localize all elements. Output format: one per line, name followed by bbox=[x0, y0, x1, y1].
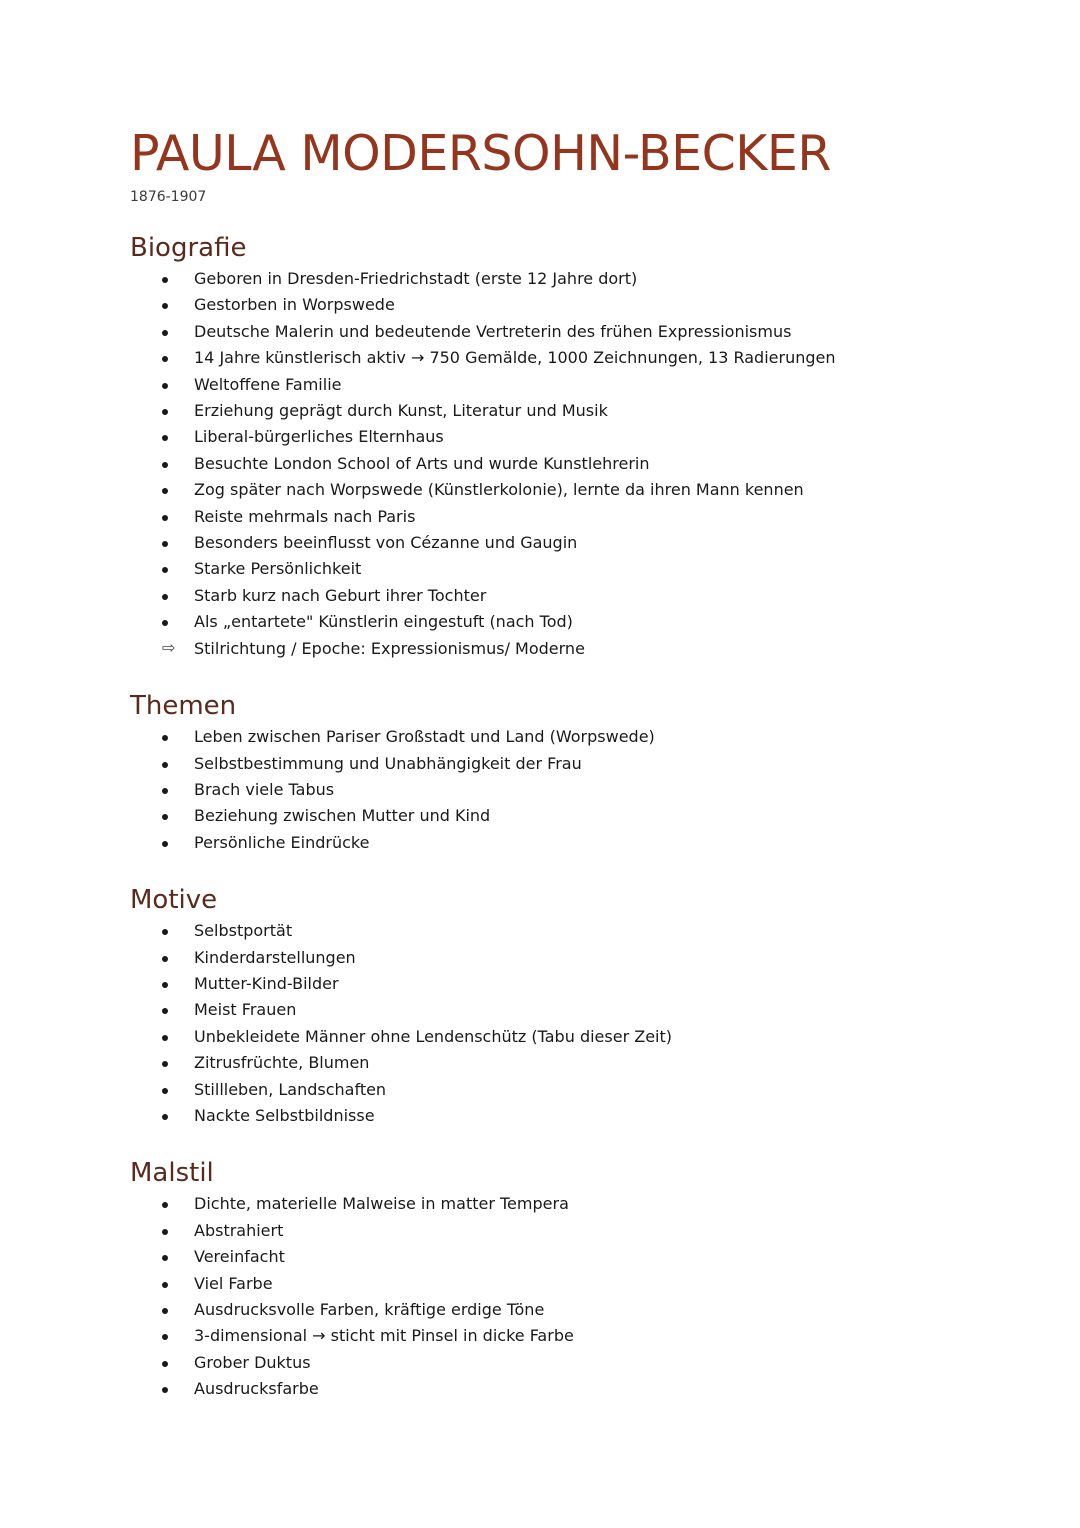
section-heading-motive: Motive bbox=[130, 885, 218, 916]
list-item bbox=[130, 530, 1010, 556]
bullet-icon bbox=[162, 1008, 168, 1014]
list-item bbox=[130, 945, 1010, 971]
list-item-text: Weltoffene Familie bbox=[194, 374, 342, 394]
bullet-icon bbox=[162, 788, 168, 794]
list-item bbox=[130, 971, 1010, 997]
list-item-text: Ausdrucksvolle Farben, kräftige erdige Töne bbox=[194, 1300, 545, 1319]
list-item bbox=[130, 918, 1010, 944]
list-item bbox=[130, 292, 1010, 318]
list-item bbox=[130, 266, 1010, 292]
bullet-icon bbox=[162, 814, 168, 820]
list-item-text: Zitrusfrüchte, Blumen bbox=[194, 1053, 370, 1073]
list-item bbox=[130, 583, 1010, 609]
list-item bbox=[130, 1323, 1010, 1349]
list-item bbox=[130, 1297, 1010, 1323]
list-item-text: Leben zwischen Pariser Großstadt und Land (Worpswede) bbox=[194, 727, 655, 747]
list-item bbox=[130, 372, 1010, 398]
bullet-icon bbox=[162, 982, 168, 988]
list-item-text: Grober Duktus bbox=[194, 1352, 311, 1372]
list-item-text: Vereinfacht bbox=[194, 1247, 285, 1267]
biografie-list bbox=[130, 266, 1010, 662]
list-item bbox=[130, 997, 1010, 1023]
list-item bbox=[130, 609, 1010, 635]
list-item-text: Selbstbestimmung und Unabhängigkeit der Frau bbox=[194, 753, 582, 773]
list-item bbox=[130, 803, 1010, 829]
bullet-icon bbox=[162, 1114, 168, 1120]
list-item bbox=[130, 777, 1010, 803]
bullet-icon bbox=[162, 303, 168, 309]
document-page bbox=[130, 122, 1010, 1403]
list-item bbox=[130, 830, 1010, 856]
bullet-icon bbox=[162, 541, 168, 547]
bullet-icon bbox=[162, 735, 168, 741]
list-item bbox=[130, 477, 1010, 503]
list-item bbox=[130, 1271, 1010, 1297]
malstil-list bbox=[130, 1191, 1010, 1402]
document-title: PAULA MODERSOHN-BECKER bbox=[130, 125, 831, 182]
list-item-text: 3-dimensional → sticht mit Pinsel in dicke Farbe bbox=[194, 1326, 574, 1346]
list-item bbox=[130, 319, 1010, 345]
section-heading-malstil: Malstil bbox=[130, 1158, 214, 1189]
list-item bbox=[130, 1024, 1010, 1050]
list-item bbox=[130, 1218, 1010, 1244]
list-item bbox=[130, 1376, 1010, 1402]
themen-list bbox=[130, 724, 1010, 856]
bullet-icon bbox=[162, 1255, 168, 1261]
list-item-text: Reiste mehrmals nach Paris bbox=[194, 506, 416, 526]
section-heading-themen: Themen bbox=[130, 691, 237, 722]
list-item-text: Deutsche Malerin und bedeutende Vertreterin des frühen Expressionismus bbox=[194, 321, 792, 341]
conclusion-text: Stilrichtung / Epoche: Expressionismus/ Moderne bbox=[194, 638, 585, 658]
section-themen bbox=[130, 690, 1010, 856]
list-item-text: Erziehung geprägt durch Kunst, Literatur und Musik bbox=[194, 401, 608, 421]
list-item-text: Selbstportät bbox=[194, 921, 293, 941]
list-item bbox=[130, 556, 1010, 582]
bullet-icon bbox=[162, 762, 168, 768]
list-item bbox=[130, 424, 1010, 450]
list-item-text: Mutter-Kind-Bilder bbox=[194, 973, 339, 993]
bullet-icon bbox=[162, 1308, 168, 1314]
list-item bbox=[130, 451, 1010, 477]
list-item bbox=[130, 1244, 1010, 1270]
list-item-text: Starke Persönlichkeit bbox=[194, 559, 362, 579]
list-item-text: Stillleben, Landschaften bbox=[194, 1079, 387, 1099]
list-item bbox=[130, 751, 1010, 777]
list-item bbox=[130, 1077, 1010, 1103]
section-malstil bbox=[130, 1157, 1010, 1402]
bullet-icon bbox=[162, 1035, 168, 1041]
bullet-icon bbox=[162, 515, 168, 521]
list-item-text: Starb kurz nach Geburt ihrer Tochter bbox=[194, 585, 487, 605]
list-item-text: 14 Jahre künstlerisch aktiv → 750 Gemälde, 1000 Zeichnungen, 13 Radierungen bbox=[194, 348, 836, 368]
list-item-text: Brach viele Tabus bbox=[194, 779, 335, 799]
bullet-icon bbox=[162, 1229, 168, 1235]
list-item bbox=[130, 345, 1010, 371]
list-item-text: Zog später nach Worpswede (Künstlerkolonie), lernte da ihren Mann kennen bbox=[194, 480, 804, 500]
list-item-text: Unbekleidete Männer ohne Lendenschütz (Tabu dieser Zeit) bbox=[194, 1026, 672, 1046]
bullet-icon bbox=[162, 277, 168, 283]
bullet-icon bbox=[162, 383, 168, 389]
bullet-icon bbox=[162, 1361, 168, 1367]
bullet-icon bbox=[162, 956, 168, 962]
section-biografie bbox=[130, 232, 1010, 662]
bullet-icon bbox=[162, 620, 168, 626]
bullet-icon bbox=[162, 435, 168, 441]
bullet-icon bbox=[162, 1202, 168, 1208]
list-item-text: Meist Frauen bbox=[194, 1000, 297, 1020]
list-item-text: Besuchte London School of Arts und wurde Kunstlehrerin bbox=[194, 453, 650, 473]
list-item bbox=[130, 504, 1010, 530]
list-item-text: Ausdrucksfarbe bbox=[194, 1379, 319, 1399]
list-item-text: Persönliche Eindrücke bbox=[194, 832, 370, 852]
arrow-right-outline-icon: ⇨ bbox=[162, 637, 176, 657]
section-heading-biografie: Biografie bbox=[130, 233, 247, 263]
bullet-icon bbox=[162, 1088, 168, 1094]
bullet-icon bbox=[162, 594, 168, 600]
list-item-text: Gestorben in Worpswede bbox=[194, 295, 395, 315]
list-item-text: Geboren in Dresden-Friedrichstadt (erste 12 Jahre dort) bbox=[194, 269, 638, 288]
motive-list bbox=[130, 918, 1010, 1129]
list-item bbox=[130, 1050, 1010, 1076]
bullet-icon bbox=[162, 1387, 168, 1393]
bullet-icon bbox=[162, 567, 168, 573]
list-item-text: Viel Farbe bbox=[194, 1273, 273, 1293]
bullet-icon bbox=[162, 1061, 168, 1067]
bullet-icon bbox=[162, 330, 168, 336]
list-item-text: Dichte, materielle Malweise in matter Tempera bbox=[194, 1194, 569, 1214]
bullet-icon bbox=[162, 1282, 168, 1288]
section-motive bbox=[130, 884, 1010, 1129]
bullet-icon bbox=[162, 356, 168, 362]
list-item bbox=[130, 1350, 1010, 1376]
list-item-text: Beziehung zwischen Mutter und Kind bbox=[194, 806, 491, 826]
list-item bbox=[130, 398, 1010, 424]
list-item-text: Abstrahiert bbox=[194, 1220, 284, 1240]
list-item-text: Liberal-bürgerliches Elternhaus bbox=[194, 427, 444, 447]
list-item bbox=[130, 1103, 1010, 1129]
bullet-icon bbox=[162, 462, 168, 468]
document-subtitle: 1876-1907 bbox=[130, 189, 207, 205]
conclusion-item bbox=[130, 636, 1010, 662]
bullet-icon bbox=[162, 1334, 168, 1340]
list-item bbox=[130, 724, 1010, 750]
list-item-text: Kinderdarstellungen bbox=[194, 947, 356, 967]
list-item-text: Besonders beeinflusst von Cézanne und Gaugin bbox=[194, 533, 578, 553]
bullet-icon bbox=[162, 929, 168, 935]
bullet-icon bbox=[162, 841, 168, 847]
list-item-text: Als „entartete" Künstlerin eingestuft (nach Tod) bbox=[194, 612, 573, 632]
bullet-icon bbox=[162, 409, 168, 415]
bullet-icon bbox=[162, 488, 168, 494]
list-item bbox=[130, 1191, 1010, 1217]
list-item-text: Nackte Selbstbildnisse bbox=[194, 1105, 375, 1125]
